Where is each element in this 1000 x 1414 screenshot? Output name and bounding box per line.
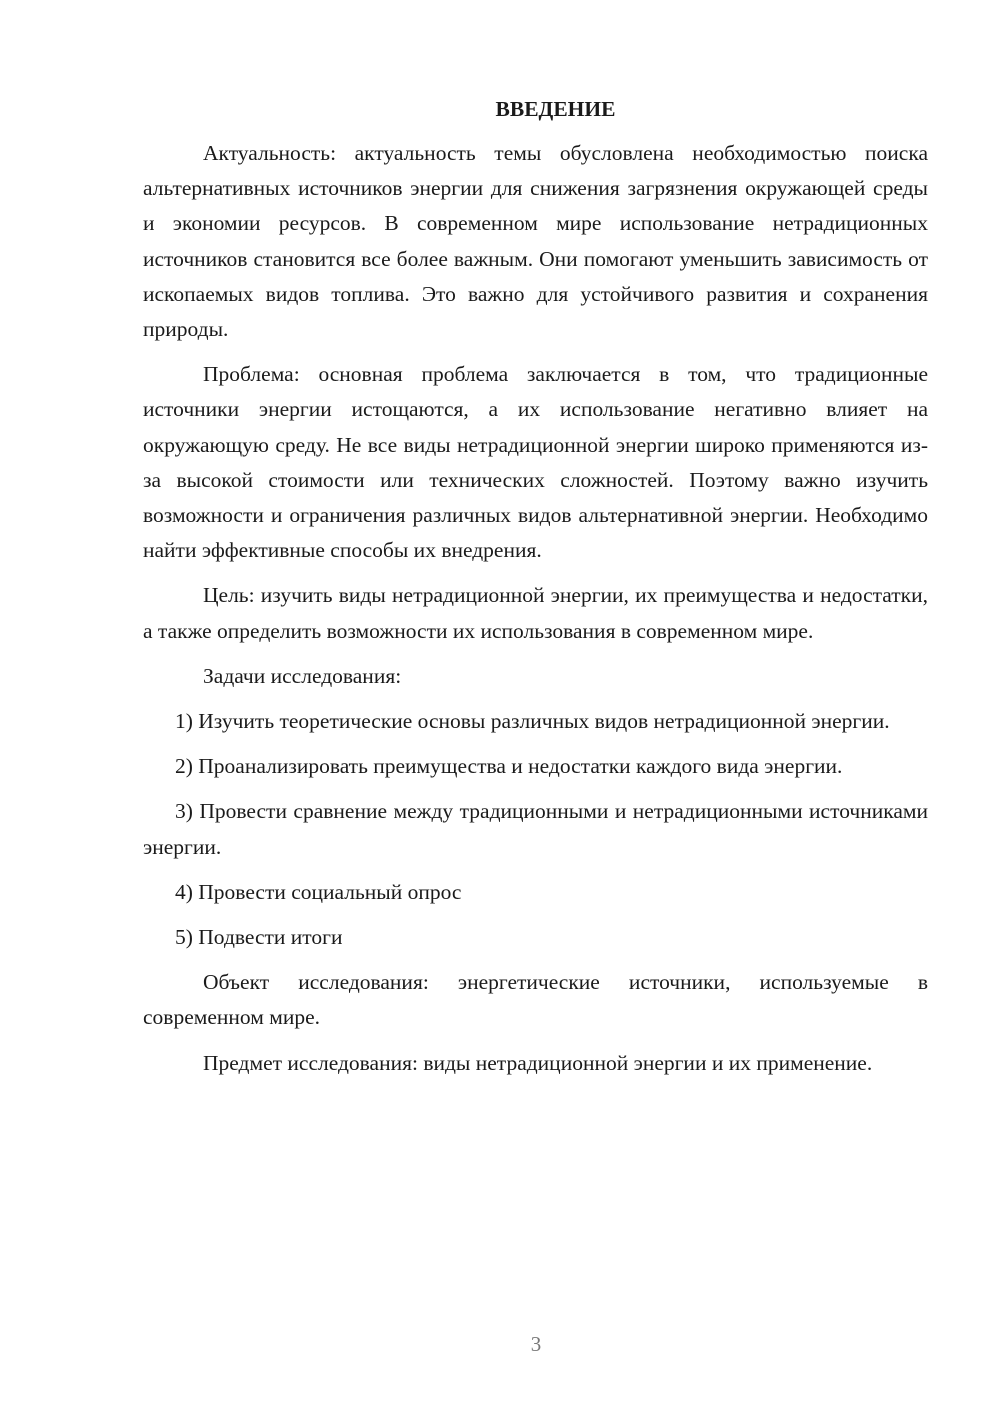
task-item-5: 5) Подвести итоги — [175, 925, 343, 950]
task-item-4: 4) Провести социальный опрос — [175, 879, 462, 904]
subject-paragraph: Предмет исследования: виды нетрадиционной энергии и их применение. — [203, 1050, 873, 1075]
object-paragraph: Объект исследования: энергетические источники, используемые в современном мире. — [143, 970, 928, 1030]
page-content — [143, 90, 928, 1091]
goal-paragraph: Цель: изучить виды нетрадиционной энергии, их преимущества и недостатки, а также определить возможности их использования в современном мире. — [143, 583, 928, 643]
task-item-2: 2) Проанализировать преимущества и недостатки каждого вида энергии. — [175, 754, 843, 779]
page-number: 3 — [530, 1332, 542, 1356]
task-item-3: 3) Провести сравнение между традиционными и нетрадиционными источниками энергии. — [143, 799, 928, 859]
problem-paragraph: Проблема: основная проблема заключается в том, что традиционные источники энергии истощаются, а их использование негативно влияет на окружающую среду. Не все виды нетрадиционной энергии широко применяются из-за высокой стоимости или технических сложностей. Поэтому важно изучить возможности и ограничения различных видов альтернативной энергии. Необходимо найти эффективные способы их внедрения. — [143, 362, 928, 563]
task-item-1: 1) Изучить теоретические основы различных видов нетрадиционной энергии. — [175, 709, 890, 734]
relevance-paragraph: Актуальность: актуальность темы обусловлена необходимостью поиска альтернативных источников энергии для снижения загрязнения окружающей среды и экономии ресурсов. В современном мире использование нетрадиционных источников становится все более важным. Они помогают уменьшить зависимость от ископаемых видов топлива. Это важно для устойчивого развития и сохранения природы. — [143, 141, 928, 342]
tasks-heading: Задачи исследования: — [203, 663, 402, 688]
section-title: ВВЕДЕНИЕ — [495, 97, 616, 121]
